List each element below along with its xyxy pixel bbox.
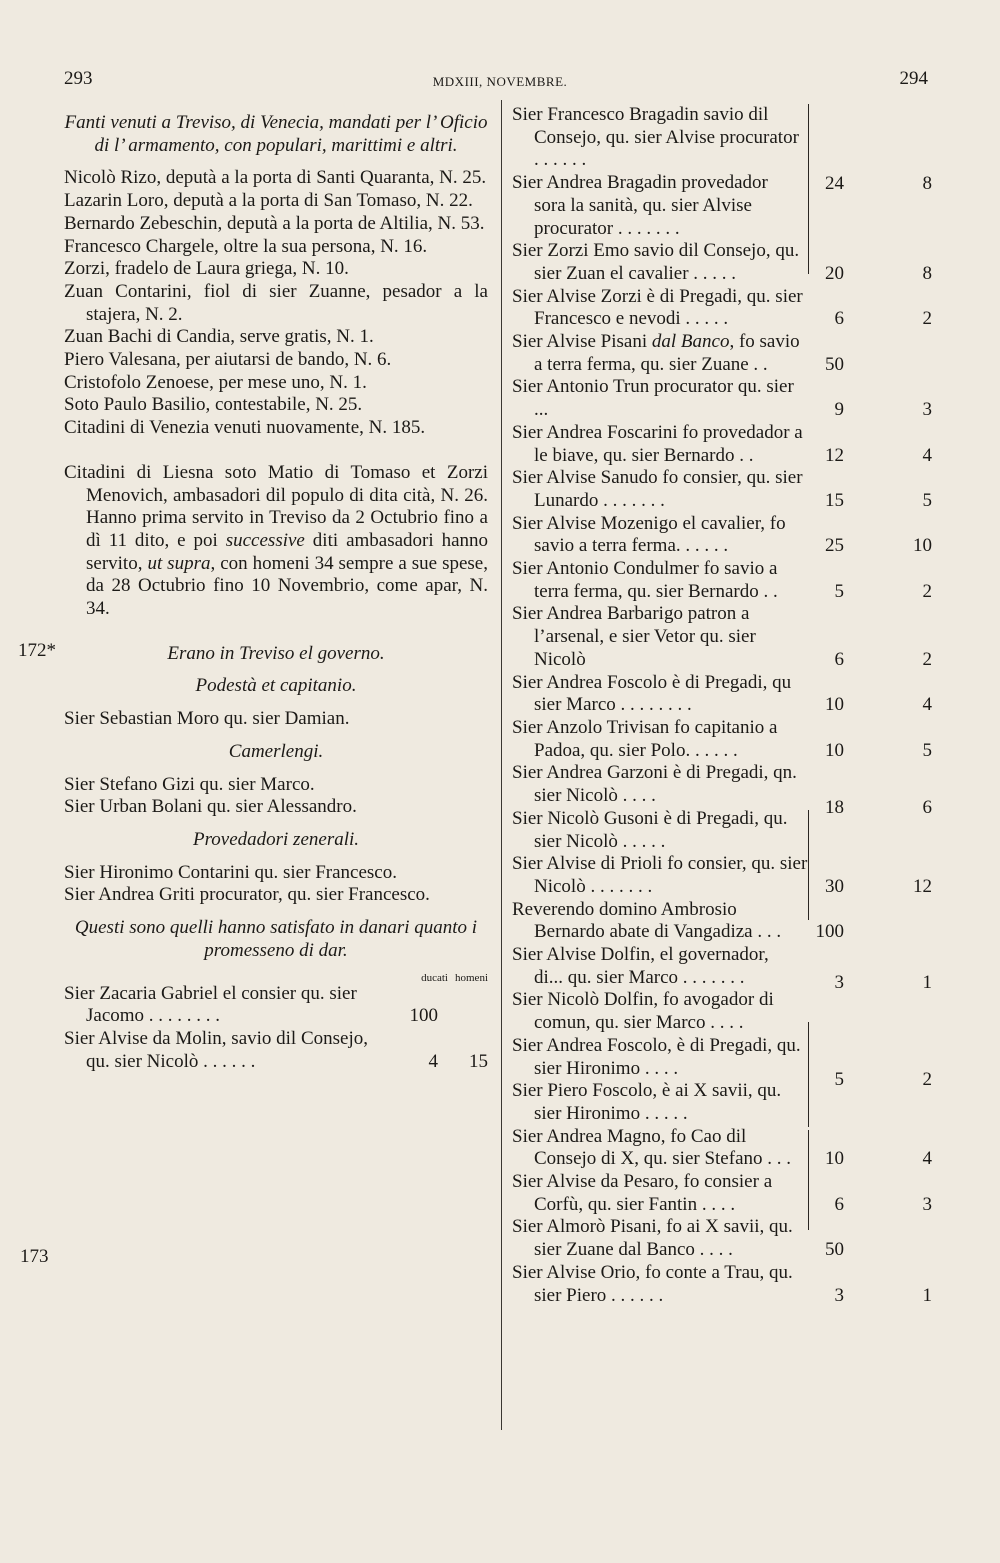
entry-text [512,331,812,376]
col-ducati: ducati [421,971,448,984]
list-item: Sier Antonio Trun procurator qu. sier ... 9 3 [512,376,932,421]
entry-homeni: 5 [922,739,932,761]
group-brace [808,1130,809,1230]
list-item: Sier Piero Foscolo, è ai X savii, qu. sier Hironimo . . . . . 5 2 [512,1068,932,1124]
entry-text: Sier Andrea Foscolo, è di Pregadi, qu. sier Hironimo . . . . [512,1034,801,1079]
group-brace [808,810,809,920]
entry-text: Sier Andrea Barbarigo patron a l’arsenal, e sier Vetor qu. sier Nicolò [512,603,756,670]
list-item: Sier Alvise Pisani dal Banco, fo savio a terra ferma, qu. sier Zuane . . 50 [512,331,844,375]
entry-homeni: 6 [922,796,932,818]
contributions-list [512,104,932,1307]
entry-text: Sier Piero Foscolo, è ai X savii, qu. sier Hironimo . . . . . [512,1080,782,1124]
entry-homeni: 2 [922,648,932,670]
paragraph-172 [64,462,488,621]
para-text: Citadini di Liesna soto Matio di Tomaso et Zorzi Menovich, ambasadori dil populo di dita cità, N. 26. Hanno prima servito in Treviso da 2 Octubrio fino a dì 11 dito, e poi [64,461,488,551]
entry-text-part: , fo savio a terra ferma, qu. sier Zuane . . [534,331,800,375]
list-item [512,944,932,989]
paid-ducati: 4 [428,1050,438,1072]
left-page-number: 293 [64,68,93,89]
list-item: Francesco Chargele, oltre la sua persona, N. 16. [64,235,428,257]
para-text: diti ambasadori hanno servito, [86,529,488,574]
paid-homeni: 15 [469,1050,488,1072]
left-column [64,112,488,1073]
list-item: Sier Alvise Sanudo fo consier, qu. sier Lunardo . . . . . . . 15 5 [512,467,932,511]
list-item: Cristofolo Zenoese, per mese uno, N. 1. [64,371,367,393]
list-item [512,104,932,172]
list-item: Sier Nicolò Dolfin, fo avogador di comun, qu. sier Marco . . . . 3 1 [512,972,932,1034]
list-item: Sier Nicolò Gusoni è di Pregadi, qu. sier Nicolò . . . . . 18 6 [512,796,932,852]
entry-homeni: 4 [922,444,932,466]
entry-text: Sier Andrea Garzoni è di Pregadi, qn. sier Nicolò . . . . [512,762,797,807]
entry-text: Sier Zorzi Emo savio dil Consejo, qu. sier Zuan el cavalier . . . . . [512,240,800,284]
list-item: Zuan Bachi di Candia, serve gratis, N. 1. [64,326,374,348]
entry-text: Sier Alvise Mozenigo el cavalier, fo savio a terra ferma. . . . . . [512,512,786,557]
list-item: Sier Andrea Bragadin provedador sora la sanità, qu. sier Alvise procurator . . . . . . . 24 8 [512,172,932,239]
entry-text: Sier Andrea Foscarini fo provedador a le biave, qu. sier Bernardo . . [512,421,803,466]
list-item: Sier Zorzi Emo savio dil Consejo, qu. sier Zuan el cavalier . . . . . 20 8 [512,240,932,284]
group-brace [808,1022,809,1127]
entry-homeni: 2 [922,308,932,330]
para-text: , con homeni 34 sempre a sue spese, da 28 Octubrio fino 10 Novembrio, come apar, N. 34. [86,552,488,620]
list-item: Sier Alvise di Prioli fo consier, qu. sier Nicolò . . . . . . . 30 12 [512,853,932,897]
entry-homeni: 2 [922,580,932,602]
section-title-fanti: Fanti venuti a Treviso, di Venecia, mandati per l’ Oficio di l’ armamento, con populari, marittimi e altri. [64,112,488,156]
entry-text: Sier Andrea Magno, fo Cao dil Consejo di X, qu. sier Stefano . . . [512,1125,792,1170]
entry-text: Sier Alvise Dolfin, el governador, di... qu. sier Marco . . . . . . . [512,944,769,988]
list-item: Zuan Contarini, fiol di sier Zuanne, pesador a la stajera, N. 2. [64,280,488,325]
list-item: Sier Andrea Barbarigo patron a l’arsenal, e sier Vetor qu. sier Nicolò 6 2 [512,603,932,670]
entry-text: Sier Andrea Bragadin provedador sora la sanità, qu. sier Alvise procurator . . . . . . . [512,172,768,239]
fanti-list [64,167,488,439]
paid-line: Sier Alvise da Molin, savio dil Consejo, [64,1027,368,1049]
list-item: Sier Anzolo Trivisan fo capitanio a Padoa, qu. sier Polo. . . . . . 10 5 [512,716,932,761]
entry-text-part: Sier Alvise Pisani [512,331,652,353]
entry-text: Reverendo domino Ambrosio Bernardo abate di Vangadiza . . . [512,898,782,943]
provedador-name: Sier Hironimo Contarini qu. sier Francesco. [64,861,397,883]
list-item: Citadini di Venezia venuti nuovamente, N. 185. [64,417,426,439]
paid-line: qu. sier Nicolò . . . . . . [86,1050,256,1072]
entry-homeni: 5 [922,489,932,511]
para-italic: successive [225,529,305,551]
entry-text: Sier Antonio Trun procurator qu. sier ... [512,376,794,421]
col-homeni: homeni [455,971,488,984]
entry-homeni: 4 [922,1148,932,1170]
entry-homeni: 3 [922,1193,932,1215]
entry-homeni: 1 [922,1284,932,1306]
entry-homeni: 3 [922,399,932,421]
list-item: Sier Alvise da Pesaro, fo consier a Corfù, qu. sier Fantin . . . . 6 3 [512,1171,932,1215]
paid-row [64,1028,488,1073]
list-item: Sier Almorò Pisani, fo ai X savii, qu. sier Zuane dal Banco . . . . 50 [512,1216,844,1261]
right-column [512,104,932,1307]
list-item: Sier Alvise Orio, fo conte a Trau, qu. sier Piero . . . . . . 3 1 [512,1261,932,1306]
margin-number-172: 172* [18,640,56,661]
list-item: Bernardo Zebeschin, deputà a la porta de Altilia, N. 53. [64,212,485,234]
paid-row [64,983,488,1028]
list-item: Sier Alvise Mozenigo el cavalier, fo savio a terra ferma. . . . . . 25 10 [512,512,932,557]
entry-homeni: 10 [913,535,932,557]
entry-text: Sier Alvise Zorzi è di Pregadi, qu. sier Francesco e nevodi . . . . . [512,285,803,330]
margin-number-173: 173 [20,1246,49,1267]
list-item: Sier Andrea Foscolo è di Pregadi, qu sier Marco . . . . . . . . 10 4 [512,671,932,716]
list-item: Sier Alvise Zorzi è di Pregadi, qu. sier Francesco e nevodi . . . . . 6 2 [512,285,932,330]
paid-line: Jacomo . . . . . . . . [86,1005,221,1027]
entry-text: Sier Anzolo Trivisan fo capitanio a Padoa, qu. sier Polo. . . . . . [512,716,778,761]
camerlengo-name: Sier Stefano Gizi qu. sier Marco. [64,773,315,795]
camerlengo-name: Sier Urban Bolani qu. sier Alessandro. [64,796,357,818]
right-page-number: 294 [899,68,928,89]
entry-text: Sier Andrea Foscolo è di Pregadi, qu sier Marco . . . . . . . . [512,671,792,716]
entry-homeni: 4 [922,694,932,716]
entry-ducati: 100 [815,921,844,943]
entry-homeni: 2 [922,1068,932,1090]
list-item: Nicolò Rizo, deputà a la porta di Santi Quaranta, N. 25. [64,167,487,189]
entry-homeni: 1 [922,972,932,994]
entry-text: Sier Francesco Bragadin savio dil Consejo, qu. sier Alvise procurator . . . . . . [512,104,799,171]
heading-provedadori: Provedadori zenerali. [192,828,360,850]
paid-ducati: 100 [409,1005,438,1027]
entry-text: Sier Alvise Sanudo fo consier, qu. sier Lunardo . . . . . . . [512,467,803,511]
list-item [512,762,932,807]
entry-homeni: 8 [922,262,932,284]
column-headers [64,963,488,983]
entry-homeni: 12 [913,875,932,897]
entry-text: Sier Almorò Pisani, fo ai X savii, qu. sier Zuane dal Banco . . . . [512,1216,793,1261]
entry-text: Sier Nicolò Gusoni è di Pregadi, qu. sier Nicolò . . . . . [512,807,788,852]
group-brace [808,104,809,274]
list-item: Sier Antonio Condulmer fo savio a terra ferma, qu. sier Bernardo . . 5 2 [512,558,932,602]
entry-text: Sier Alvise da Pesaro, fo consier a Corfù, qu. sier Fantin . . . . [512,1171,773,1215]
heading-camerlengi: Camerlengi. [228,740,324,762]
list-item: Sier Andrea Magno, fo Cao dil Consejo di X, qu. sier Stefano . . . 10 4 [512,1125,932,1170]
entry-homeni: 8 [922,172,932,194]
entry-text: Sier Nicolò Dolfin, fo avogador di comun, qu. sier Marco . . . . [512,989,774,1034]
heading-podesta: Podestà et capitanio. [195,675,357,697]
list-item: Lazarin Loro, deputà a la porta di San Tomaso, N. 22. [64,190,473,212]
list-item: Piero Valesana, per aiutarsi de bando, N. 6. [64,349,392,371]
column-divider [501,100,502,1430]
running-title: MDXIII, NOVEMBRE. [432,74,568,89]
entry-text: Sier Alvise di Prioli fo consier, qu. sier Nicolò . . . . . . . [512,853,808,897]
list-item: Soto Paulo Basilio, contestabile, N. 25. [64,394,363,416]
list-item [512,899,932,944]
entry-text-italic: dal Banco [651,331,730,353]
list-item [512,1035,932,1080]
heading-173: Questi sono quelli hanno satisfato in danari quanto i promesseno di dar. [74,917,478,961]
provedador-name: Sier Andrea Griti procurator, qu. sier Francesco. [64,884,430,906]
heading-governo: Erano in Treviso el governo. [167,642,385,664]
paid-line: Sier Zacaria Gabriel el consier qu. sier [64,982,357,1004]
list-item: Sier Andrea Foscarini fo provedador a le biave, qu. sier Bernardo . . 12 4 [512,421,932,466]
para-italic: ut supra [147,552,211,574]
entry-text: Sier Antonio Condulmer fo savio a terra ferma, qu. sier Bernardo . . [512,558,778,602]
entry-text: Sier Alvise Orio, fo conte a Trau, qu. sier Piero . . . . . . [512,1261,793,1306]
podesta-name: Sier Sebastian Moro qu. sier Damian. [64,708,350,730]
list-item: Zorzi, fradelo de Laura griega, N. 10. [64,258,349,280]
